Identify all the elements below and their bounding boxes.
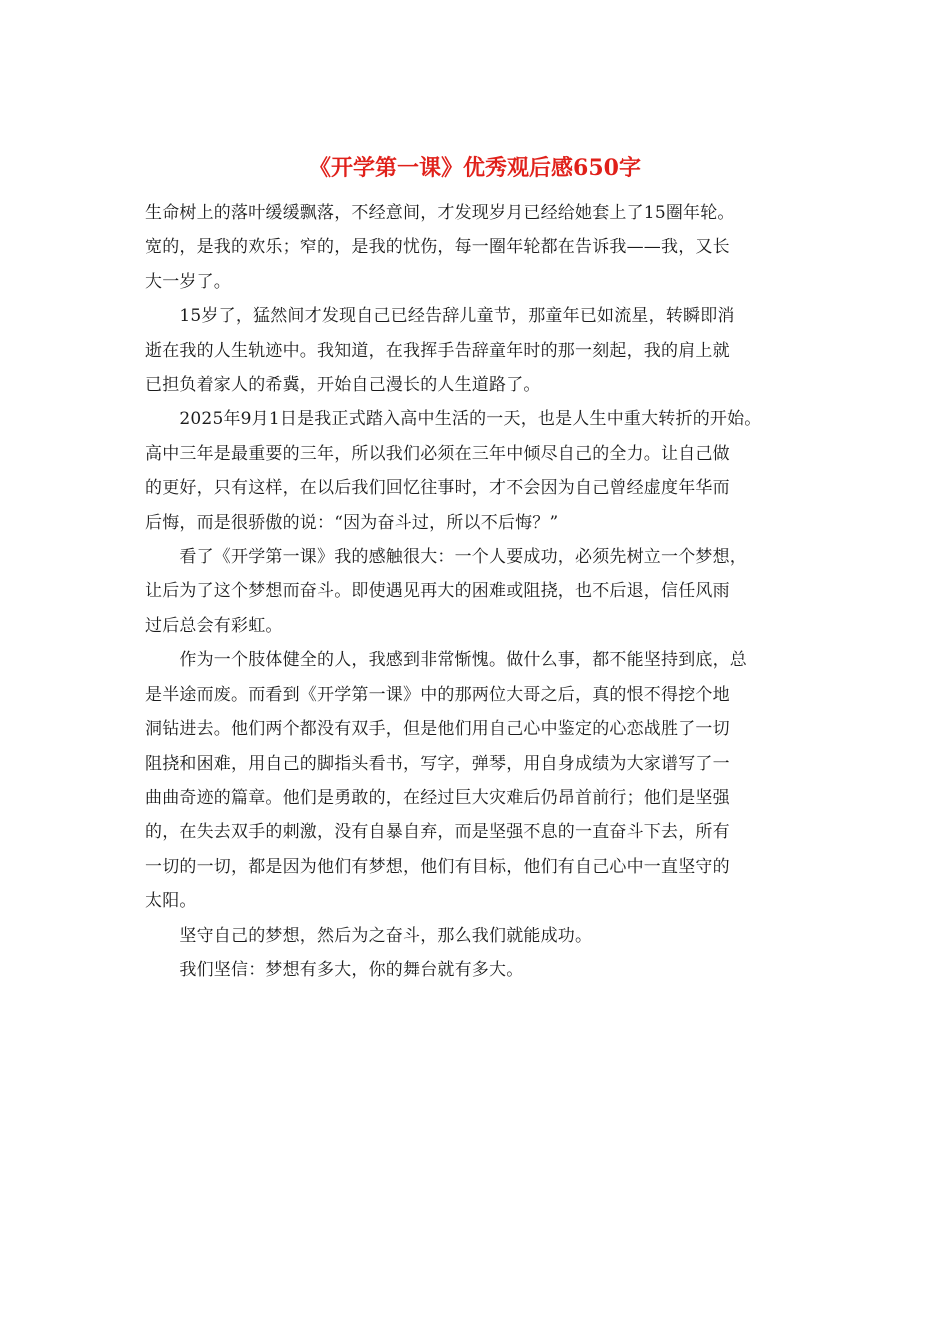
paragraph-3: 2025年9月1日是我正式踏入高中生活的一天，也是人生中重大转折的开始。 高中三年是最重要的三年，所以我们必须在三年中倾尽自己的全力。让自己做 的更好，只有这样，在以后我们回忆往事时，才不会因为自己曾经虚度年华而 后悔，而是很骄傲的说：“因为奋斗过，所以不后悔？” xyxy=(145,409,762,533)
document-title: 《开学第一课》优秀观后感650字 xyxy=(309,155,641,181)
paragraph-6: 坚守自己的梦想，然后为之奋斗，那么我们就能成功。 xyxy=(145,925,593,946)
paragraph-7: 我们坚信：梦想有多大，你的舞台就有多大。 xyxy=(145,959,524,980)
paragraph-2: 15岁了，猛然间才发现自己已经告辞儿童节，那童年已如流星，转瞬即消 逝在我的人生轨迹中。我知道，在我挥手告辞童年时的那一刻起，我的肩上就 已担负着家人的希冀，开始自己漫长的人生道路了。 xyxy=(145,306,735,396)
document-body xyxy=(145,196,825,987)
paragraph-5: 作为一个肢体健全的人，我感到非常惭愧。做什么事，都不能坚持到底，总 是半途而废。而看到《开学第一课》中的那两位大哥之后，真的恨不得挖个地 洞钻进去。他们两个都没有双手，但是他们用自己心中鉴定的心恋战胜了一切 阻挠和困难，用自己的脚指头看书，写字，弹琴，用自身成绩为大家谱写了一 曲曲奇迹的篇章。他们是勇敢的，在经过巨大灾难后仍昂首前行；他们是坚强 的，在失去双手的刺激，没有自暴自弃，而是坚强不息的一直奋斗下去，所有 一切的一切，都是因为他们有梦想，他们有目标，他们有自己心中一直坚守的 太阳。 xyxy=(145,650,747,912)
paragraph-1: 生命树上的落叶缓缓飘落，不经意间，才发现岁月已经给她套上了15圈年轮。 宽的，是我的欢乐；窄的，是我的忧伤，每一圈年轮都在告诉我——我，又长 大一岁了。 xyxy=(145,203,735,292)
paragraph-4: 看了《开学第一课》我的感触很大：一个人要成功，必须先树立一个梦想， 让后为了这个梦想而奋斗。即使遇见再大的困难或阻挠，也不后退，信任风雨 过后总会有彩虹。 xyxy=(145,547,747,636)
